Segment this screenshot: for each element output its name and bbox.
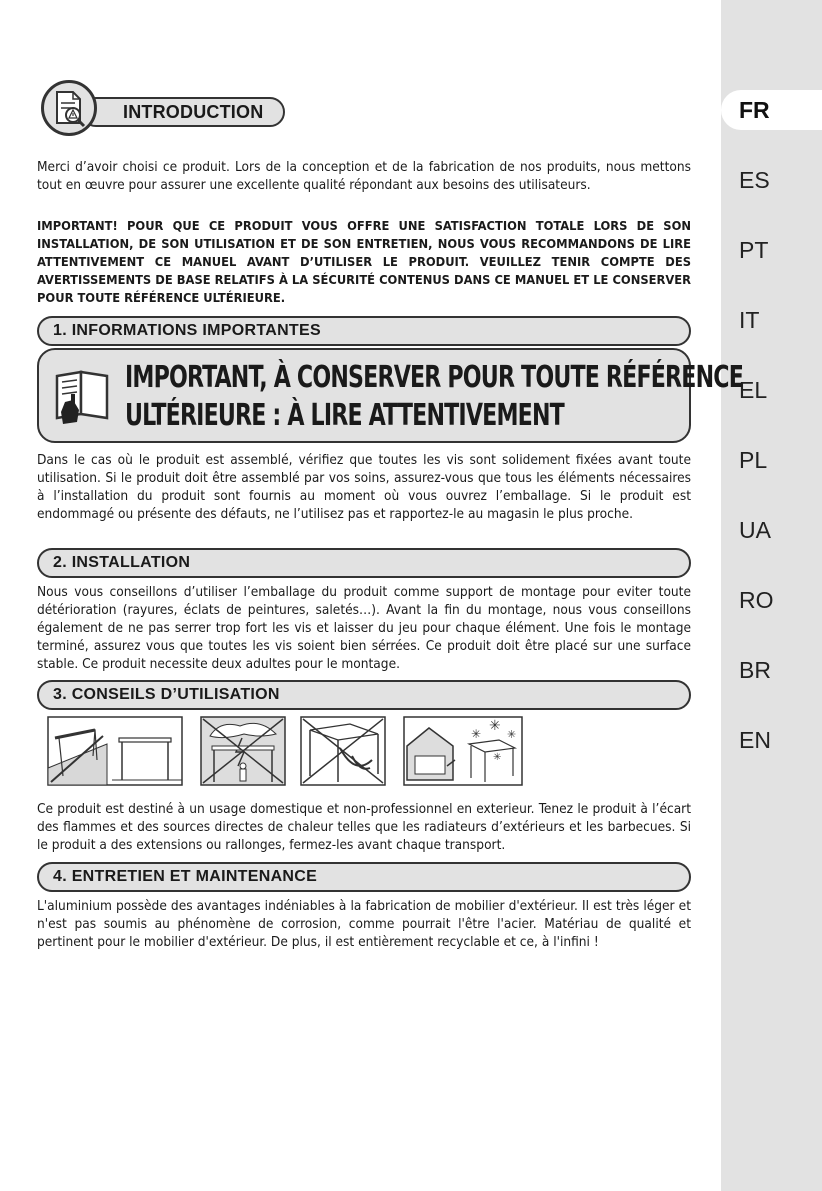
intro-paragraph: Merci d’avoir choisi ce produit. Lors de la conception et de la fabrication de nos produits, nous mettons tout en œuvre pour assurer une excellente qualité répondant aux besoins des utilisateurs. xyxy=(37,159,691,193)
section-4-title: 4. ENTRETIEN ET MAINTENANCE xyxy=(53,868,318,885)
lang-tab-en[interactable]: EN xyxy=(739,727,771,753)
svg-text:✳: ✳ xyxy=(507,728,517,741)
section-2-header xyxy=(37,548,691,578)
no-storm-pictogram xyxy=(200,716,286,786)
important-banner xyxy=(37,348,744,443)
lang-tab-fr[interactable]: FR xyxy=(721,90,822,130)
language-sidebar xyxy=(721,0,822,1191)
section-4-paragraph: L'aluminium possède des avantages indéniables à la fabrication de mobilier d'extérieur. Il est très léger et n'est pas soumis au phénomène de corrosion, comme pourrait l'être l'acier. Matériau de qualité et pertinent pour le mobilier d'extérieur. De plus, il est entièrement recyclable et ce, à l'infini ! xyxy=(37,898,691,950)
svg-text:✳: ✳ xyxy=(471,727,482,741)
banner-title-line2: ULTÉRIEURE : À LIRE ATTENTIVEMENT xyxy=(125,398,564,433)
lang-tab-it[interactable]: IT xyxy=(739,307,760,333)
no-slope-pictogram xyxy=(47,716,183,786)
introduction-pill xyxy=(81,97,285,127)
lang-tab-el[interactable]: EL xyxy=(739,377,768,403)
lang-tab-ua[interactable]: UA xyxy=(739,517,771,543)
section-1-paragraph: Dans le cas où le produit est assemblé, vérifiez que toutes les vis sont solidement fixées avant toute utilisation. Si le produit doit être assemblé par vos soins, assurez-vous que tous les éléments nécessaires à l’installation du produit sont fournis au moment où vous ouvrez l’emballage. Si le produit est endommagé ou présente des défauts, ne l’utilisez pas et rapportez-le au magasin le plus proche. xyxy=(37,452,691,522)
section-1-header xyxy=(37,316,691,346)
intro-important-notice: IMPORTANT! POUR QUE CE PRODUIT VOUS OFFRE UNE SATISFACTION TOTALE LORS DE SON INSTALLATION, DE SON UTILISATION ET DE SON ENTRETIEN, NOUS VOUS RECOMMANDONS DE LIRE ATTENTIVEMENT CE MANUEL AVANT D’UTILISER LE PRODUIT. VEUILLEZ TENIR COMPTE DES AVERTISSEMENTS DE BASE RELATIFS À LA SÉCURITÉ CONTENUS DANS CE MANUEL ET LE CONSERVER POUR TOUTE RÉFÉRENCE ULTÉRIEURE. xyxy=(37,219,691,306)
section-1-title: 1. INFORMATIONS IMPORTANTES xyxy=(53,322,321,339)
section-2-title: 2. INSTALLATION xyxy=(53,554,191,571)
lang-tab-pt[interactable]: PT xyxy=(739,237,769,263)
banner-title-line1: IMPORTANT, À CONSERVER POUR TOUTE RÉFÉRENCE xyxy=(125,360,744,395)
document-warning-icon xyxy=(41,80,97,136)
winter-storage-pictogram xyxy=(403,716,523,786)
section-4-header xyxy=(37,862,691,892)
section-2-paragraph: Nous vous conseillons d’utiliser l’emballage du produit comme support de montage pour eviter toute détérioration (rayures, éclats de peintures, saletés…). Avant la fin du montage, nous vous conseillons également de ne pas serrer trop fort les vis et laisser du jeu pour chaque élément. Une fois le montage terminé, assurez vous que toutes les vis soient bien sérrées. Ce produit doit être placé sur une surface stable. Ce produit necessite deux adultes pour le montage. xyxy=(37,584,691,672)
no-hammock-pictogram xyxy=(300,716,386,786)
lang-tab-es[interactable]: ES xyxy=(739,167,770,193)
lang-tab-pl[interactable]: PL xyxy=(739,447,768,473)
introduction-header xyxy=(41,80,291,140)
section-3-paragraph: Ce produit est destiné à un usage domestique et non-professionnel en exterieur. Tenez le produit à l’écart des flammes et des sources directes de chaleur telles que les radiateurs d’extérieurs et les barbecues. Si le produit a des extensions ou rallonges, fermez-les avant chaque transport. xyxy=(37,801,691,853)
lang-tab-ro[interactable]: RO xyxy=(739,587,774,613)
section-3-title: 3. CONSEILS D’UTILISATION xyxy=(53,686,280,703)
svg-text:✳: ✳ xyxy=(489,718,501,734)
section-3-header xyxy=(37,680,691,710)
svg-text:✳: ✳ xyxy=(493,752,502,763)
lang-tab-br[interactable]: BR xyxy=(739,657,771,683)
reading-manual-icon xyxy=(53,366,113,426)
introduction-title: INTRODUCTION xyxy=(123,102,264,122)
